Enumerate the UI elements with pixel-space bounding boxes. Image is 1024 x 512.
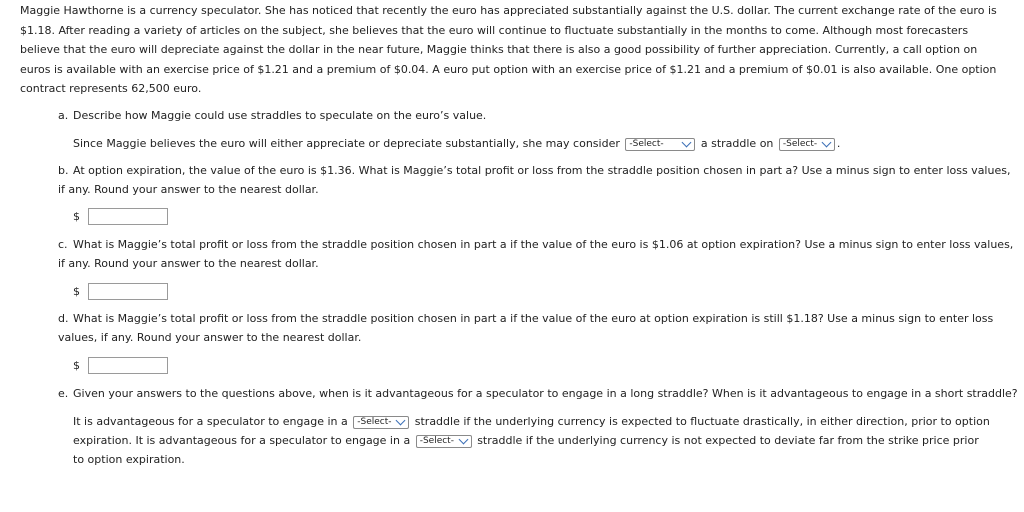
part-d-question-text: What is Maggie’s total profit or loss from the straddle position chosen in part a if the value of the euro at option expiration is still $1.18? Use a minus sign to enter loss values, if any. Round your answer to the nearest dollar.	[58, 312, 994, 344]
part-a-question-text: Describe how Maggie could use straddles to speculate on the euro’s value.	[73, 109, 487, 122]
part-e-answer-1: It is advantageous for a speculator to engage in a	[73, 415, 348, 428]
part-b-answer-row	[73, 208, 168, 225]
part-e-answer	[73, 412, 993, 469]
part-b-label: b.	[58, 164, 69, 177]
part-c-question-text: What is Maggie’s total profit or loss from the straddle position chosen in part a if the value of the euro is $1.06 at option expiration? Use a minus sign to enter loss values, if any. Round your answer to the nearest dollar.	[58, 238, 1014, 270]
part-d-answer-row	[73, 357, 168, 374]
problem-intro: Maggie Hawthorne is a currency speculator. She has noticed that recently the euro has appreciated substantially against the U.S. dollar. The current exchange rate of the euro is $1.18. After reading a variety of articles on the subject, she believes that the euro will continue to fluctuate substantially in the months to come. Although most forecasters believe that the euro will depreciate against the dollar in the near future, Maggie thinks that there is also a good possibility of further appreciation. Currently, a call option on euros is available with an exercise price of $1.21 and a premium of $0.04. A euro put option with an exercise price of $1.21 and a premium of $0.01 is also available. One option contract represents 62,500 euro.	[20, 4, 997, 95]
part-a-select-2-value: -Select-	[782, 138, 818, 149]
part-e-label: e.	[58, 387, 69, 400]
part-e-select-2-value: -Select-	[419, 435, 454, 446]
part-a-answer	[73, 134, 840, 153]
part-a-select-2[interactable]	[779, 138, 835, 151]
part-e-question-text: Given your answers to the questions above, when is it advantageous for a speculator to engage in a long straddle? When is it advantageous to engage in a short straddle?	[73, 387, 1018, 400]
part-a-select-1[interactable]	[625, 138, 695, 151]
part-c-label: c.	[58, 238, 68, 251]
chevron-down-icon	[682, 138, 692, 148]
part-e-question	[58, 384, 1018, 403]
part-d-question	[58, 309, 1018, 347]
part-b-input[interactable]	[88, 208, 168, 225]
part-e-select-2[interactable]	[416, 435, 472, 448]
part-a-label: a.	[58, 109, 69, 122]
part-e-answer-3: straddle if the underlying currency is not expected to deviate far from the strike price prior to option expiration.	[73, 434, 979, 466]
chevron-down-icon	[396, 416, 406, 426]
part-d-input[interactable]	[88, 357, 168, 374]
part-e-select-1-value: -Select-	[357, 416, 392, 427]
part-c-currency: $	[73, 285, 80, 298]
part-a-select-1-value: -Select-	[629, 138, 664, 149]
part-e-select-1[interactable]	[353, 416, 409, 429]
part-a-answer-before: Since Maggie believes the euro will either appreciate or depreciate substantially, she may consider	[73, 137, 620, 150]
part-d-currency: $	[73, 359, 80, 372]
chevron-down-icon	[821, 138, 831, 148]
part-c-answer-row	[73, 283, 168, 300]
part-b-question	[58, 161, 1018, 199]
part-a-answer-end: .	[836, 137, 841, 150]
part-b-currency: $	[73, 210, 80, 223]
part-b-question-text: At option expiration, the value of the euro is $1.36. What is Maggie’s total profit or loss from the straddle position chosen in part a? Use a minus sign to enter loss values, if any. Round your answer to the nearest dollar.	[58, 164, 1011, 196]
part-c-question	[58, 235, 1018, 273]
part-c-input[interactable]	[88, 283, 168, 300]
part-a-question	[58, 106, 1018, 125]
part-e-answer-2: straddle if the underlying currency is expected to fluctuate drastically, in either direction, prior to option expiration. It is advantageous for a speculator to engage in a	[73, 415, 990, 447]
part-a-answer-middle: a straddle on	[700, 137, 774, 150]
part-d-label: d.	[58, 312, 69, 325]
chevron-down-icon	[458, 435, 468, 445]
